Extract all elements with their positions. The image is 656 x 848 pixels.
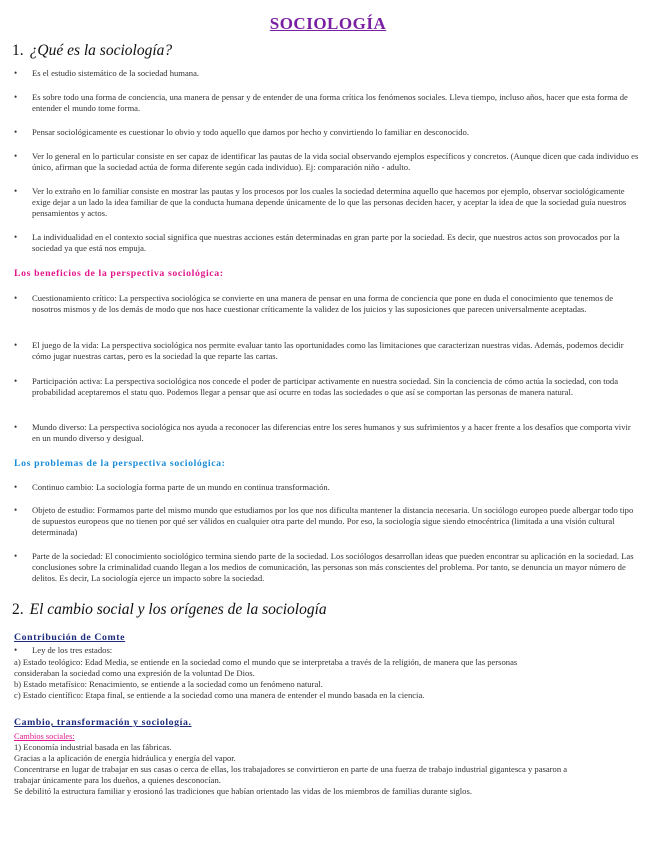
benefits-heading: Los beneficios de la perspectiva sociológica: — [14, 268, 224, 279]
list-item: • Es el estudio sistemático de la sociedad humana. — [0, 68, 640, 79]
what-is-sociology-list — [0, 127, 640, 138]
list-item: • Es sobre todo una forma de conciencia, una manera de pensar y de entender de una forma crítica los fenómenos sociales. Lleva tiempo, incluso años, hacer que esta forma de entender el mundo tome forma. — [0, 92, 640, 114]
comte-state-line: a) Estado teológico: Edad Media, se entiende en la sociedad como el mundo que se interpretaba a través de la religión, de manera que las personas — [14, 657, 518, 667]
list-item: • Pensar sociológicamente es cuestionar lo obvio y todo aquello que damos por hecho y convirtiendo lo familiar en desconocido. — [0, 127, 640, 138]
list-item: • Parte de la sociedad: El conocimiento sociológico termina siendo parte de la sociedad. Los sociólogos desarrollan ideas que pueden encontrar su aplicación en la sociedad. Las conclusiones sobre la criminalidad cuando llegan a los medios de comunicación, las personas son más conscientes del problema. Por tanto, se denuncia un mayor número de delitos. Es decir, La sociología ejerce un impacto sobre la sociedad. — [0, 551, 640, 584]
section-1-heading — [12, 42, 172, 60]
change-line: Gracias a la aplicación de energía hidráulica y energía del vapor. — [14, 753, 236, 763]
list-item: • Cuestionamiento crítico: La perspectiva sociológica se convierte en una manera de pensar en una forma de conciencia que pone en duda el conocimiento que tenemos de nosotros mismos y de los demás de modo que nos hace cuestionar críticamente la validez de los juicios y las suposiciones que parecen universalmente aceptadas. — [0, 293, 640, 315]
problems-list — [0, 505, 640, 538]
what-is-sociology-list — [0, 232, 640, 254]
comte-heading: Contribución de Comte — [14, 632, 126, 643]
comte-states — [14, 657, 634, 701]
section-1-number: 1. — [12, 42, 24, 59]
change-paragraph — [14, 731, 634, 797]
section-2-title: El cambio social y los orígenes de la sociología — [29, 601, 327, 618]
comte-state-line: b) Estado metafísico: Renacimiento, se entiende a la sociedad como un fenómeno natural. — [14, 679, 323, 689]
comte-law-list — [0, 645, 640, 656]
what-is-sociology-list — [0, 92, 640, 114]
what-is-sociology-list — [0, 68, 640, 79]
list-item: • Continuo cambio: La sociología forma parte de un mundo en continua transformación. — [0, 482, 640, 493]
change-line: trabajar únicamente para los dueños, a quienes desconocían. — [14, 775, 221, 785]
problems-list — [0, 482, 640, 493]
list-item: • Objeto de estudio: Formamos parte del mismo mundo que estudiamos por los que nos dificulta mantener la distancia necesaria. Un sociólogo europeo puede albergar todo tipo de supuestos europeos que no tienen por qué ser válidos en cualquier otra parte del mundo. Por eso, la sociología sigue siendo etnocéntrica (limitada a una visión cultural determinada) — [0, 505, 640, 538]
list-item: • Ver lo extraño en lo familiar consiste en mostrar las pautas y los procesos por los cuales la sociedad determina aquello que hacemos por ejemplo, observar sociológicamente exige dejar a un lado la idea familiar de que la conducta humana depende únicamente de lo que las personas deciden hacer, y aceptar la idea de que la sociedad guía nuestros pensamientos y actos. — [0, 186, 640, 219]
benefits-list — [0, 340, 640, 362]
problems-list — [0, 551, 640, 584]
comte-state-line: consideraban la sociedad como una expresión de la voluntad De Dios. — [14, 668, 255, 678]
list-item: • Mundo diverso: La perspectiva sociológica nos ayuda a reconocer las diferencias entre los seres humanos y sus sufrimientos y a hacer frente a los desafíos que comporta vivir en un mundo diverso y desigual. — [0, 422, 640, 444]
what-is-sociology-list — [0, 186, 640, 219]
list-item: • El juego de la vida: La perspectiva sociológica nos permite evaluar tanto las oportunidades como las limitaciones que caracterizan nuestras vidas. Además, podemos decidir cómo jugar nuestras cartas, pero es la sociedad la que reparte las cartas. — [0, 340, 640, 362]
change-heading: Cambio, transformación y sociología. — [14, 717, 192, 728]
section-1-title: ¿Qué es la sociología? — [29, 42, 173, 59]
list-item: • Ver lo general en lo particular consiste en ser capaz de identificar las pautas de la vida social observando ejemplos específicos y concretos. (Aunque dicen que cada individuo es único, afirman que la sociedad actúa de forma diferente según cada individuo). Ej: comparación niño - adulto. — [0, 151, 640, 173]
what-is-sociology-list — [0, 151, 640, 173]
social-changes-label: Cambios sociales: — [14, 732, 75, 741]
problems-heading: Los problemas de la perspectiva sociológica: — [14, 458, 226, 469]
benefits-list — [0, 422, 640, 444]
list-item: • Ley de los tres estados: — [0, 645, 640, 656]
list-item: • La individualidad en el contexto social significa que nuestras acciones están determinadas en gran parte por la sociedad. Es decir, que nuestros actos son provocados por la sociedad ya que está nos empuja. — [0, 232, 640, 254]
comte-state-line: c) Estado científico: Etapa final, se entiende a la sociedad como una manera de entender el mundo basada en la ciencia. — [14, 690, 425, 700]
change-line: 1) Economía industrial basada en las fábricas. — [14, 742, 172, 752]
benefits-list — [0, 376, 640, 398]
change-line: Concentrarse en lugar de trabajar en sus casas o cerca de ellas, los trabajadores se convirtieron en parte de una fuerza de trabajo industrial gigantesca y pasaron a — [14, 764, 568, 774]
change-line: Se debilitó la estructura familiar y erosionó las tradiciones que habían orientado las vidas de los miembros de familias durante siglos. — [14, 786, 472, 796]
list-item: • Participación activa: La perspectiva sociológica nos concede el poder de participar activamente en nuestra sociedad. Sin la conciencia de cómo actúa la sociedad, con toda probabilidad aceptaremos el statu quo. Podemos llegar a pensar que así ocurre en todas las sociedades o que así se comportan las personas de manera natural. — [0, 376, 640, 398]
section-2-heading — [12, 601, 327, 619]
benefits-list — [0, 293, 640, 315]
section-2-number: 2. — [12, 601, 24, 618]
document-title: SOCIOLOGÍA — [269, 14, 387, 33]
